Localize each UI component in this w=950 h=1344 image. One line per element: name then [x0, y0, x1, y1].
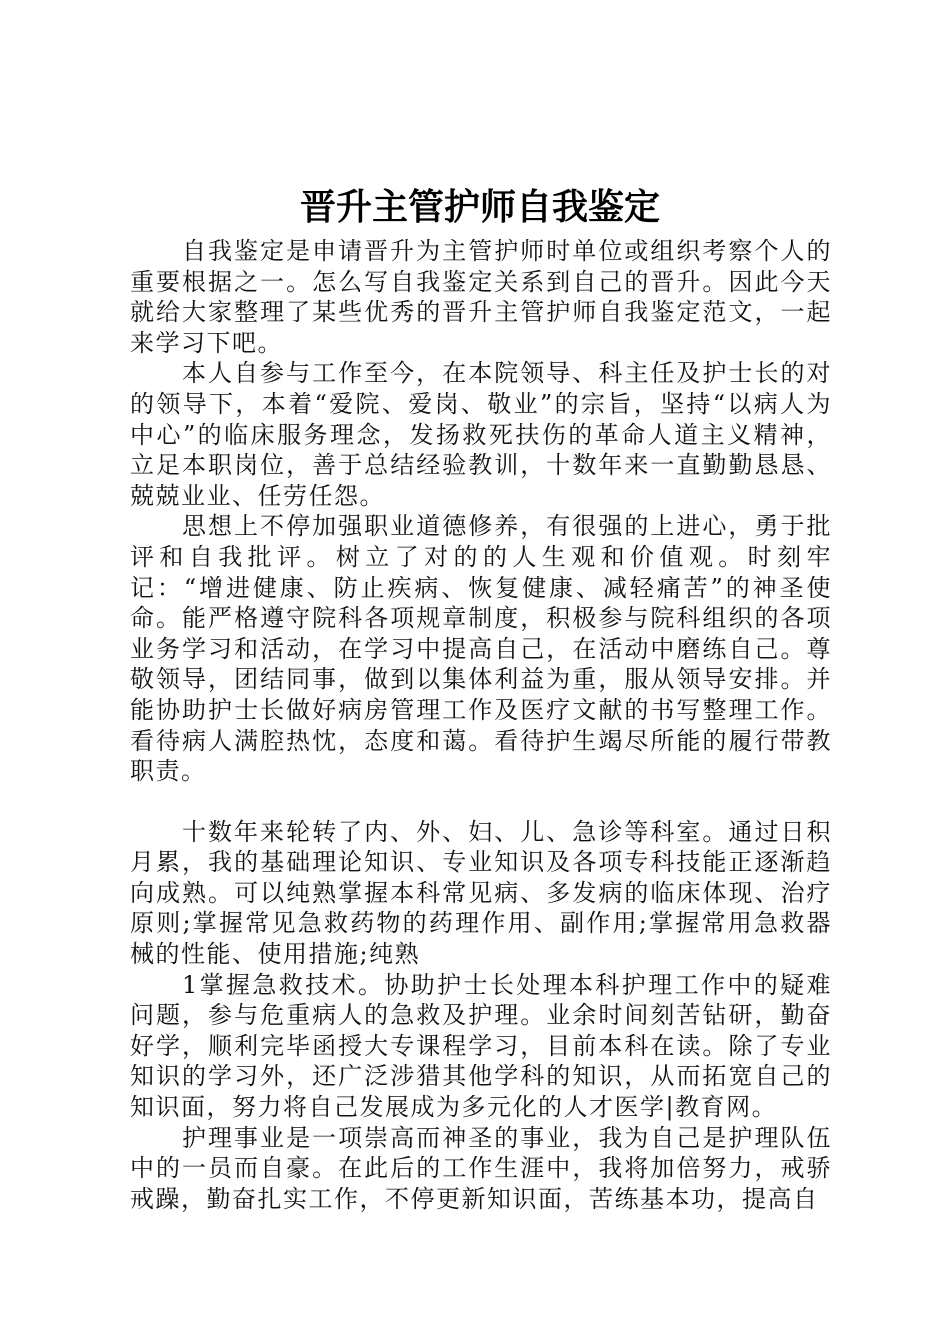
paragraph-work-history: 本人自参与工作至今，在本院领导、科主任及护士长的对的领导下，本着“爱院、爱岗、敬业”的宗旨，坚持“以病人为中心”的临床服务理念，发扬救死扶伤的革命人道主义精神，立足本职岗位，善于总结经验教训，十数年来一直勤勤恳恳、兢兢业业、任劳任怨。: [130, 359, 832, 510]
paragraph-career: 护理事业是一项崇高而神圣的事业，我为自己是护理队伍中的一员而自豪。在此后的工作生涯中，我将加倍努力，戒骄戒躁，勤奋扎实工作，不停更新知识面，苦练基本功，提高自: [130, 1123, 832, 1213]
paragraph-skills: 1掌握急救技术。协助护士长处理本科护理工作中的疑难问题，参与危重病人的急救及护理。业余时间刻苦钻研，勤奋好学，顺利完毕函授大专课程学习，目前本科在读。除了专业知识的学习外，还广泛涉猎其他学科的知识，从而拓宽自己的知识面，努力将自己发展成为多元化的人才医学|教育网。: [130, 970, 832, 1122]
paragraph-ethics: 思想上不停加强职业道德修养，有很强的上进心，勇于批评和自我批评。树立了对的的人生观和价值观。时刻牢记：“增进健康、防止疾病、恢复健康、减轻痛苦”的神圣使命。能严格遵守院科各项规章制度，积极参与院科组织的各项业务学习和活动，在学习中提高自己，在活动中磨练自己。尊敬领导，团结同事，做到以集体利益为重，服从领导安排。并能协助护士长做好病房管理工作及医疗文献的书写整理工作。看待病人满腔热忱，态度和蔼。看待护生竭尽所能的履行带教职责。: [130, 512, 832, 786]
document-title: 晋升主管护师自我鉴定: [299, 187, 660, 228]
paragraph-rotation: 十数年来轮转了内、外、妇、儿、急诊等科室。通过日积月累，我的基础理论知识、专业知识及各项专科技能正逐渐趋向成熟。可以纯熟掌握本科常见病、多发病的临床体现、治疗原则;掌握常见急救药物的药理作用、副作用;掌握常用急救器械的性能、使用措施;纯熟: [130, 817, 832, 969]
document-body: [130, 236, 832, 1214]
paragraph-intro: 自我鉴定是申请晋升为主管护师时单位或组织考察个人的重要根据之一。怎么写自我鉴定关系到自己的晋升。因此今天就给大家整理了某些优秀的晋升主管护师自我鉴定范文，一起来学习下吧。: [130, 237, 832, 357]
